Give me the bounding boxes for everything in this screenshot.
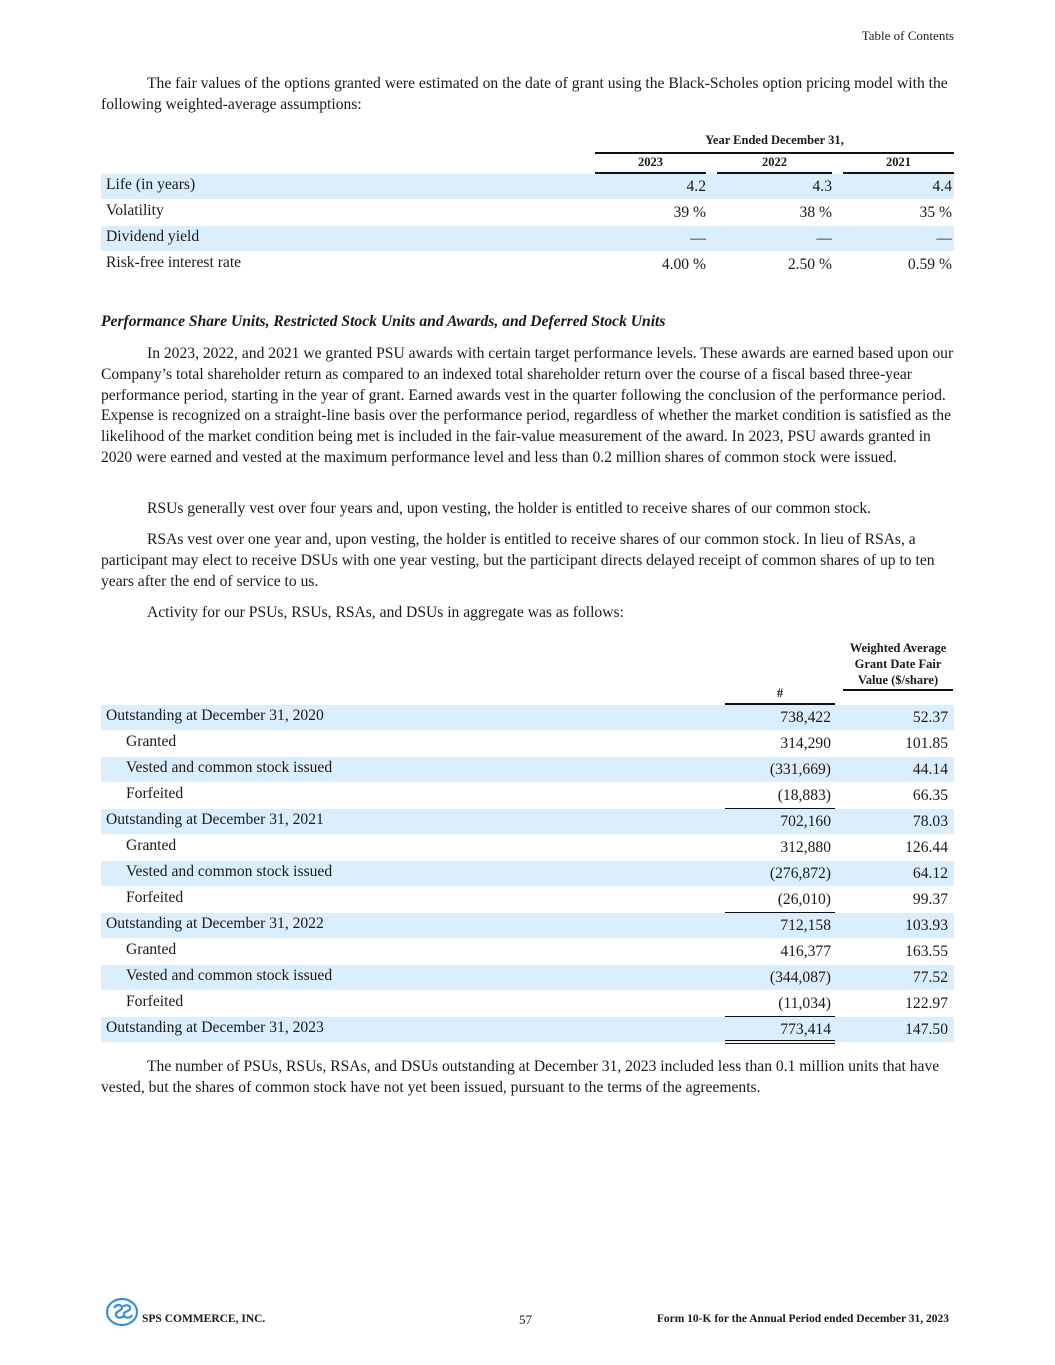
- count-cell: 738,422: [780, 709, 831, 726]
- count-cell: 314,290: [780, 735, 831, 752]
- count-cell: 712,158: [780, 917, 831, 934]
- cell-value: 35 %: [919, 204, 952, 221]
- sps-logo-icon: [105, 1297, 139, 1327]
- year-header-2022: 2022: [717, 155, 832, 174]
- row-label: Forfeited: [126, 785, 184, 802]
- table-row: [101, 783, 954, 808]
- row-label: Outstanding at December 31, 2023: [106, 1019, 324, 1036]
- table-row: [101, 757, 954, 782]
- row-label: Outstanding at December 31, 2022: [106, 915, 324, 932]
- year-group-header: Year Ended December 31,: [595, 133, 954, 154]
- table-row: [101, 226, 954, 251]
- fair-value-cell: 52.37: [912, 709, 948, 726]
- fair-value-cell: 147.50: [905, 1021, 948, 1038]
- count-cell: 702,160: [780, 813, 831, 830]
- fair-value-cell: 99.37: [912, 891, 948, 908]
- table-row: [101, 861, 954, 886]
- row-label: Granted: [126, 733, 177, 750]
- table-of-contents-link[interactable]: Table of Contents: [861, 28, 954, 43]
- fair-value-cell: 101.85: [905, 735, 948, 752]
- table-row: [101, 887, 954, 912]
- table-row: [101, 252, 954, 277]
- cell-value: 39 %: [673, 204, 706, 221]
- fair-value-cell: 64.12: [912, 865, 948, 882]
- table-row: [101, 705, 954, 730]
- count-cell: (11,034): [778, 995, 831, 1012]
- footer-company: SPS COMMERCE, INC.: [142, 1313, 266, 1325]
- intro-paragraph: The fair values of the options granted were estimated on the date of grant using the Black-Scholes option pricing model with the following weighted-average assumptions:: [101, 75, 948, 113]
- row-label: Vested and common stock issued: [126, 967, 333, 984]
- cell-value: —: [936, 230, 952, 247]
- count-cell: 416,377: [780, 943, 831, 960]
- cell-value: —: [690, 230, 706, 247]
- cell-value: 0.59 %: [907, 256, 952, 273]
- row-label: Risk-free interest rate: [106, 254, 242, 271]
- count-cell: 773,414: [780, 1021, 831, 1038]
- table-row: [101, 835, 954, 860]
- rsu-paragraph: RSUs generally vest over four years and, upon vesting, the holder is entitled to receive shares of our common stock.: [147, 500, 872, 517]
- fair-value-cell: 122.97: [905, 995, 948, 1012]
- row-label: Volatility: [106, 202, 164, 219]
- table-row: [101, 809, 954, 834]
- year-header-2021: 2021: [843, 155, 954, 174]
- table-row: [101, 731, 954, 756]
- row-label: Life (in years): [106, 176, 196, 193]
- cell-value: 2.50 %: [787, 256, 832, 273]
- row-label: Forfeited: [126, 993, 184, 1010]
- count-cell: (26,010): [777, 891, 831, 908]
- table-row: [101, 174, 954, 199]
- fair-value-column-header: Weighted Average Grant Date Fair Value ($/share): [843, 640, 953, 691]
- fair-value-cell: 78.03: [912, 813, 948, 830]
- cell-value: 4.2: [686, 178, 706, 195]
- closing-paragraph: The number of PSUs, RSUs, RSAs, and DSUs outstanding at December 31, 2023 included less than 0.1 million units that have vested, but the shares of common stock have not yet been issued, pursuant to the terms of the agreements.: [101, 1058, 940, 1096]
- row-label: Vested and common stock issued: [126, 863, 333, 880]
- psu-paragraph: In 2023, 2022, and 2021 we granted PSU awards with certain target performance levels. These awards are earned based upon our Company’s total shareholder return as compared to an indexed total shareholder return over the course of a fiscal based three-year performance period, starting in the year of grant. Earned awards vest in the quarter following the conclusion of the performance period. Expense is recognized on a straight-line basis over the performance period, regardless of whether the market condition is satisfied as the likelihood of the market condition being met is included in the fair-value measurement of the award. In 2023, PSU awards granted in 2020 were earned and vested at the maximum performance level and less than 0.2 million shares of common stock were issued.: [101, 345, 954, 466]
- count-cell: (331,669): [769, 761, 831, 778]
- rsa-paragraph: RSAs vest over one year and, upon vesting, the holder is entitled to receive shares of our common stock. In lieu of RSAs, a participant may elect to receive DSUs with one year vesting, but the participant directs delayed receipt of common shares of up to ten years after the end of service to us.: [101, 531, 935, 590]
- page-number: 57: [519, 1312, 532, 1327]
- row-label: Granted: [126, 941, 177, 958]
- table-row: [101, 1017, 954, 1042]
- cell-value: 38 %: [799, 204, 832, 221]
- fair-value-cell: 44.14: [912, 761, 948, 778]
- activity-intro-paragraph: Activity for our PSUs, RSUs, RSAs, and DSUs in aggregate was as follows:: [147, 604, 624, 621]
- fair-value-cell: 163.55: [905, 943, 948, 960]
- cell-value: 4.4: [932, 178, 952, 195]
- count-cell: (18,883): [777, 787, 831, 804]
- count-cell: (344,087): [769, 969, 831, 986]
- fair-value-cell: 126.44: [905, 839, 948, 856]
- table-row: [101, 913, 954, 938]
- fair-value-cell: 77.52: [912, 969, 948, 986]
- count-cell: (276,872): [769, 865, 831, 882]
- row-label: Outstanding at December 31, 2021: [106, 811, 324, 828]
- table-row: [101, 939, 954, 964]
- row-label: Outstanding at December 31, 2020: [106, 707, 324, 724]
- table-row: [101, 991, 954, 1016]
- table-row: [101, 965, 954, 990]
- section-heading: Performance Share Units, Restricted Stock Units and Awards, and Deferred Stock Units: [101, 313, 666, 330]
- footer-form-info: Form 10-K for the Annual Period ended December 31, 2023: [656, 1313, 949, 1325]
- cell-value: 4.3: [812, 178, 832, 195]
- count-cell: 312,880: [780, 839, 831, 856]
- count-column-header: #: [725, 686, 835, 705]
- fair-value-cell: 66.35: [912, 787, 948, 804]
- cell-value: —: [816, 230, 832, 247]
- row-label: Granted: [126, 837, 177, 854]
- table-row: [101, 200, 954, 225]
- total-double-rule: [725, 1040, 835, 1044]
- cell-value: 4.00 %: [661, 256, 706, 273]
- row-label: Forfeited: [126, 889, 184, 906]
- fair-value-cell: 103.93: [905, 917, 948, 934]
- year-header-2023: 2023: [595, 155, 706, 174]
- row-label: Vested and common stock issued: [126, 759, 333, 776]
- row-label: Dividend yield: [106, 228, 200, 245]
